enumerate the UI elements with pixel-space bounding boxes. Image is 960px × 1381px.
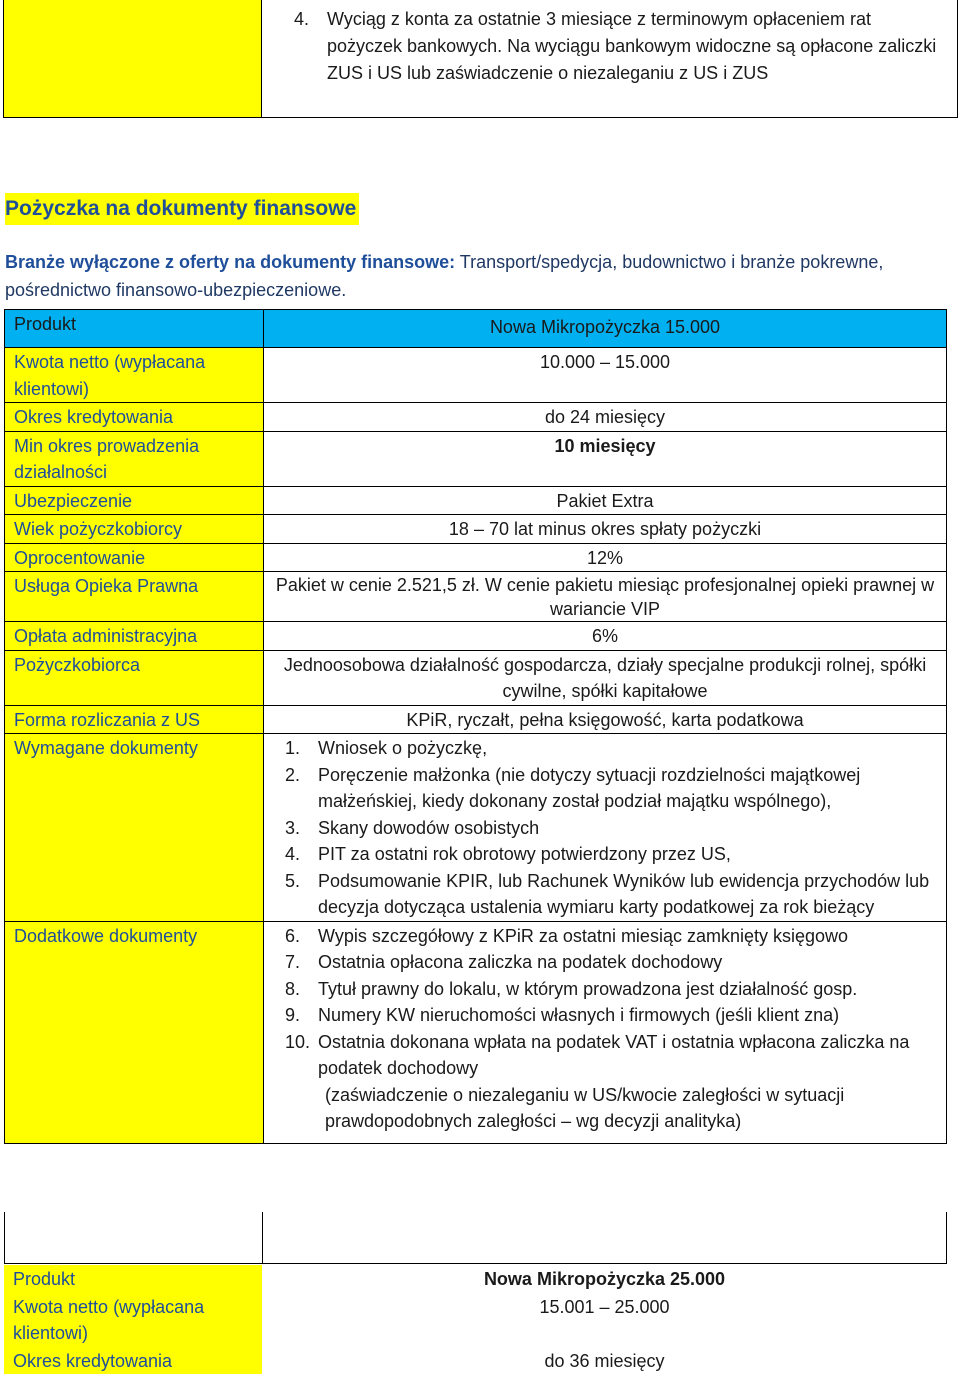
required-documents <box>264 734 947 922</box>
row-label: Ubezpieczenie <box>5 486 264 515</box>
row-value: do 24 miesięcy <box>264 403 947 432</box>
excluded-industries <box>5 248 953 304</box>
list-item-text: PIT za ostatni rok obrotowy potwierdzony przez US, <box>318 844 731 864</box>
list-item-number: 9. <box>285 1005 301 1025</box>
list-item-number: 4. <box>285 844 301 864</box>
list-item-number: 2. <box>285 764 301 785</box>
row-label: Opłata administracyjna <box>5 622 264 651</box>
list-item-text: Poręczenie małżonka (nie dotyczy sytuacji rozdzielności majątkowej małżeńskiej, kiedy dokonany został podział majątku wspólnego), <box>318 764 861 811</box>
list-item-text: Ostatnia opłacona zaliczka na podatek dochodowy <box>318 952 723 972</box>
row-value: do 36 miesięcy <box>544 1350 665 1371</box>
product-name: Nowa Mikropożyczka 25.000 <box>483 1269 726 1289</box>
table-row <box>5 622 947 651</box>
list-item <box>273 976 937 1003</box>
row-label: Okres kredytowania <box>5 403 264 432</box>
row-label: Kwota netto (wypłacana klientowi) <box>4 1293 262 1347</box>
list-item-number: 7. <box>285 952 301 972</box>
row-value: Jednoosobowa działalność gospodarcza, działy specjalne produkcji rolnej, spółki cywilne, spółki kapitałowe <box>264 650 947 705</box>
additional-documents <box>264 921 947 1143</box>
empty-cell-row <box>4 1212 947 1264</box>
list-item <box>273 923 937 950</box>
row-label: Okres kredytowania <box>4 1347 262 1375</box>
row-label: Pożyczkobiorca <box>5 650 264 705</box>
table-row <box>5 650 947 705</box>
table-row <box>5 921 947 1143</box>
table-row <box>5 348 947 403</box>
table-row <box>5 515 947 544</box>
list-item-text: Wniosek o pożyczkę, <box>318 738 488 758</box>
table-row <box>5 734 947 922</box>
excluded-industries-text: Transport/spedycja, budownictwo i branże pokrewne, pośrednictwo finansowo-ubezpieczeniowe. <box>5 252 884 300</box>
list-item-text: Ostatnia dokonana wpłata na podatek VAT i ostatnia wpłacona zaliczka na podatek dochodowy <box>318 1031 910 1078</box>
list-item-text: Podsumowanie KPIR, lub Rachunek Wyników lub ewidencja przychodów lub decyzja dotycząca ustalenia wymiaru karty podatkowej za rok bieżący <box>318 870 930 917</box>
table-row <box>5 431 947 486</box>
list-item-number: 4. <box>294 9 310 29</box>
list-item <box>273 762 937 815</box>
product-table-15000 <box>4 309 947 1144</box>
row-value: 12% <box>264 543 947 572</box>
row-label: Oprocentowanie <box>5 543 264 572</box>
row-value: Pakiet Extra <box>264 486 947 515</box>
empty-label-cell <box>5 1212 263 1263</box>
table-row <box>4 1293 947 1347</box>
list-item-text: Skany dowodów osobistych <box>318 817 540 838</box>
list-item-number: 5. <box>285 870 301 891</box>
list-item <box>294 6 944 87</box>
table-row <box>4 1347 947 1375</box>
previous-table-tail <box>3 0 958 118</box>
list-item <box>273 735 937 762</box>
product-name: Nowa Mikropożyczka 15.000 <box>264 310 947 348</box>
previous-table-label-cell <box>4 0 262 117</box>
product-label: Produkt <box>5 310 264 348</box>
additional-documents-note: (zaświadczenie o niezaleganiu w US/kwocie zaległości w sytuacji prawdopodobnych zaległości – wg decyzji analityka) <box>325 1084 845 1131</box>
list-item-text: Tytuł prawny do lokalu, w którym prowadzona jest działalność gosp. <box>318 978 858 999</box>
row-label: Dodatkowe dokumenty <box>5 921 264 1143</box>
row-value: 15.001 – 25.000 <box>539 1296 670 1317</box>
row-value: 6% <box>264 622 947 651</box>
row-value: 10 miesięcy <box>264 431 947 486</box>
table-row <box>5 705 947 734</box>
excluded-industries-label: Branże wyłączone z oferty na dokumenty finansowe: <box>5 252 456 272</box>
table-row <box>5 543 947 572</box>
row-value: 18 – 70 lat minus okres spłaty pożyczki <box>264 515 947 544</box>
table-header-row <box>5 310 947 348</box>
row-label: Kwota netto (wypłacana klientowi) <box>5 348 264 403</box>
row-label: Usługa Opieka Prawna <box>5 572 264 622</box>
list-item <box>273 1029 937 1082</box>
row-label: Forma rozliczania z US <box>5 705 264 734</box>
table-row <box>5 572 947 622</box>
list-item <box>273 949 937 976</box>
row-label: Wiek pożyczkobiorcy <box>5 515 264 544</box>
list-item-number: 10. <box>285 1031 311 1052</box>
row-value: KPiR, ryczałt, pełna księgowość, karta podatkowa <box>264 705 947 734</box>
row-value: Pakiet w cenie 2.521,5 zł. W cenie pakietu miesiąc profesjonalnej opieki prawnej w wariancie VIP <box>264 572 947 622</box>
list-item <box>273 1002 937 1029</box>
list-item <box>273 868 937 921</box>
product-label: Produkt <box>4 1265 262 1293</box>
additional-documents-list <box>273 923 937 1082</box>
table-header-row <box>4 1265 947 1293</box>
list-item <box>273 815 937 842</box>
list-item-number: 8. <box>285 978 301 999</box>
row-label: Min okres prowadzenia działalności <box>5 431 264 486</box>
table-row <box>5 486 947 515</box>
list-item-text: Numery KW nieruchomości własnych i firmowych (jeśli klient zna) <box>318 1005 840 1025</box>
product-table-25000 <box>4 1265 947 1374</box>
list-item <box>273 841 937 868</box>
list-item-number: 1. <box>285 738 301 758</box>
section-title: Pożyczka na dokumenty finansowe <box>5 193 359 225</box>
row-label: Wymagane dokumenty <box>5 734 264 922</box>
list-item-text: Wyciąg z konta za ostatnie 3 miesiące z terminowym opłaceniem rat pożyczek bankowych. Na wyciągu bankowym widoczne są opłacone zaliczki ZUS i US lub zaświadczenie o niezaleganiu z US i ZUS <box>327 9 937 83</box>
required-documents-list <box>273 735 937 921</box>
list-item-text: Wypis szczegółowy z KPiR za ostatni miesiąc zamknięty księgowo <box>318 925 849 946</box>
table-row <box>5 403 947 432</box>
list-item-number: 6. <box>285 925 301 946</box>
list-item-number: 3. <box>285 817 301 838</box>
row-value: 10.000 – 15.000 <box>264 348 947 403</box>
